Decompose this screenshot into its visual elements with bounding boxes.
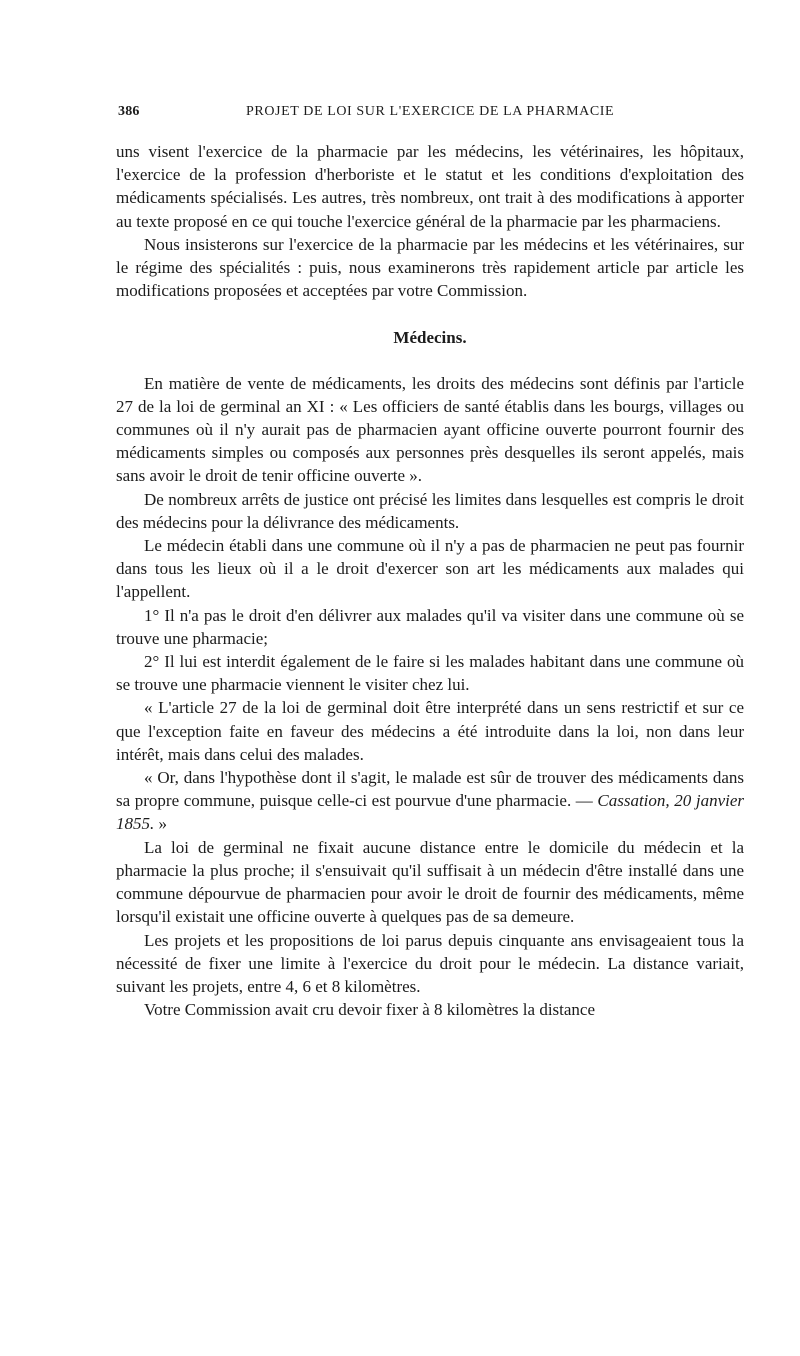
paragraph: Votre Commission avait cru devoir fixer à 8 kilomètres la distance <box>144 1000 596 1020</box>
paragraph: uns visent l'exercice de la pharmacie par les médecins, les vétérinaires, les hôpitaux, l'exercice de la profession d'herboriste et le statut et les conditions d'exploitation des médicaments spécialisés. Les autres, très nombreux, ont trait à des modifications à apporter au texte proposé en ce qui touche l'exercice général de la pharmacie par les pharmaciens. <box>116 142 744 231</box>
paragraph: En matière de vente de médicaments, les droits des médecins sont définis par l'article 27 de la loi de germinal an XI : « Les officiers de santé établis dans les bourgs, villages ou communes où il n'y aurait pas de pharmacien ayant officine ouverte pourront fournir des médicaments simples ou composés aux personnes près desquelles ils seront appelés, mais sans avoir le droit de tenir officine ouverte ». <box>116 373 744 486</box>
paragraph: De nombreux arrêts de justice ont précisé les limites dans lesquelles est compris le droit des médecins pour la délivrance des médicaments. <box>116 489 744 532</box>
cassation-text: « Or, dans l'hypothèse dont il s'agit, le malade est sûr de trouver des médicaments dans sa propre commune, puisque celle-ci est pourvue d'une pharmacie. — <box>116 768 744 811</box>
closing-quote: » <box>154 814 167 834</box>
citation: Cassation, 20 janvier 1855. <box>116 791 744 834</box>
paragraph: « L'article 27 de la loi de germinal doit être interprété dans un sens restrictif et sur ce que l'exception faite en faveur des médecins a été introduite dans la loi, non dans leur intérêt, mais dans celui des malades. <box>116 698 744 764</box>
running-title: PROJET DE LOI SUR L'EXERCICE DE LA PHARMACIE <box>246 104 615 119</box>
paragraph: Les projets et les propositions de loi parus depuis cinquante ans envisageaient tous la nécessité de fixer une limite à l'exercice du droit pour le médecin. La distance variait, suivant les projets, entre 4, 6 et 8 kilomètres. <box>116 930 744 996</box>
paragraph: Nous insisterons sur l'exercice de la pharmacie par les médecins et les vétérinaires, sur le régime des spécialités : puis, nous examinerons très rapidement article par article les modifications proposées et acceptées par votre Commission. <box>116 234 744 301</box>
paragraph: Le médecin établi dans une commune où il n'y a pas de pharmacien ne peut pas fournir dans tous les lieux où il a le droit d'exercer son art les médicaments aux malades qui l'appellent. <box>116 536 744 602</box>
section-heading: Médecins. <box>393 328 467 348</box>
paragraph: 2° Il lui est interdit également de le faire si les malades habitant dans une commune où se trouve une pharmacie viennent le visiter chez lui. <box>116 652 744 695</box>
paragraph: La loi de germinal ne fixait aucune distance entre le domicile du médecin et la pharmacie la plus proche; il s'ensuivait qu'il suffisait à un médecin d'être installé dans une commune dépourvue de pharmacien pour avoir le droit de fournir des médicaments, même lorsqu'il existait une officine ouverte à quelques pas de sa demeure. <box>116 837 744 927</box>
body-text <box>116 140 744 1021</box>
page-header <box>118 104 638 124</box>
cassation-paragraph <box>116 766 744 836</box>
paragraph: 1° Il n'a pas le droit d'en délivrer aux malades qu'il va visiter dans une commune où se trouve une pharmacie; <box>116 605 744 648</box>
page-number: 386 <box>118 104 140 119</box>
